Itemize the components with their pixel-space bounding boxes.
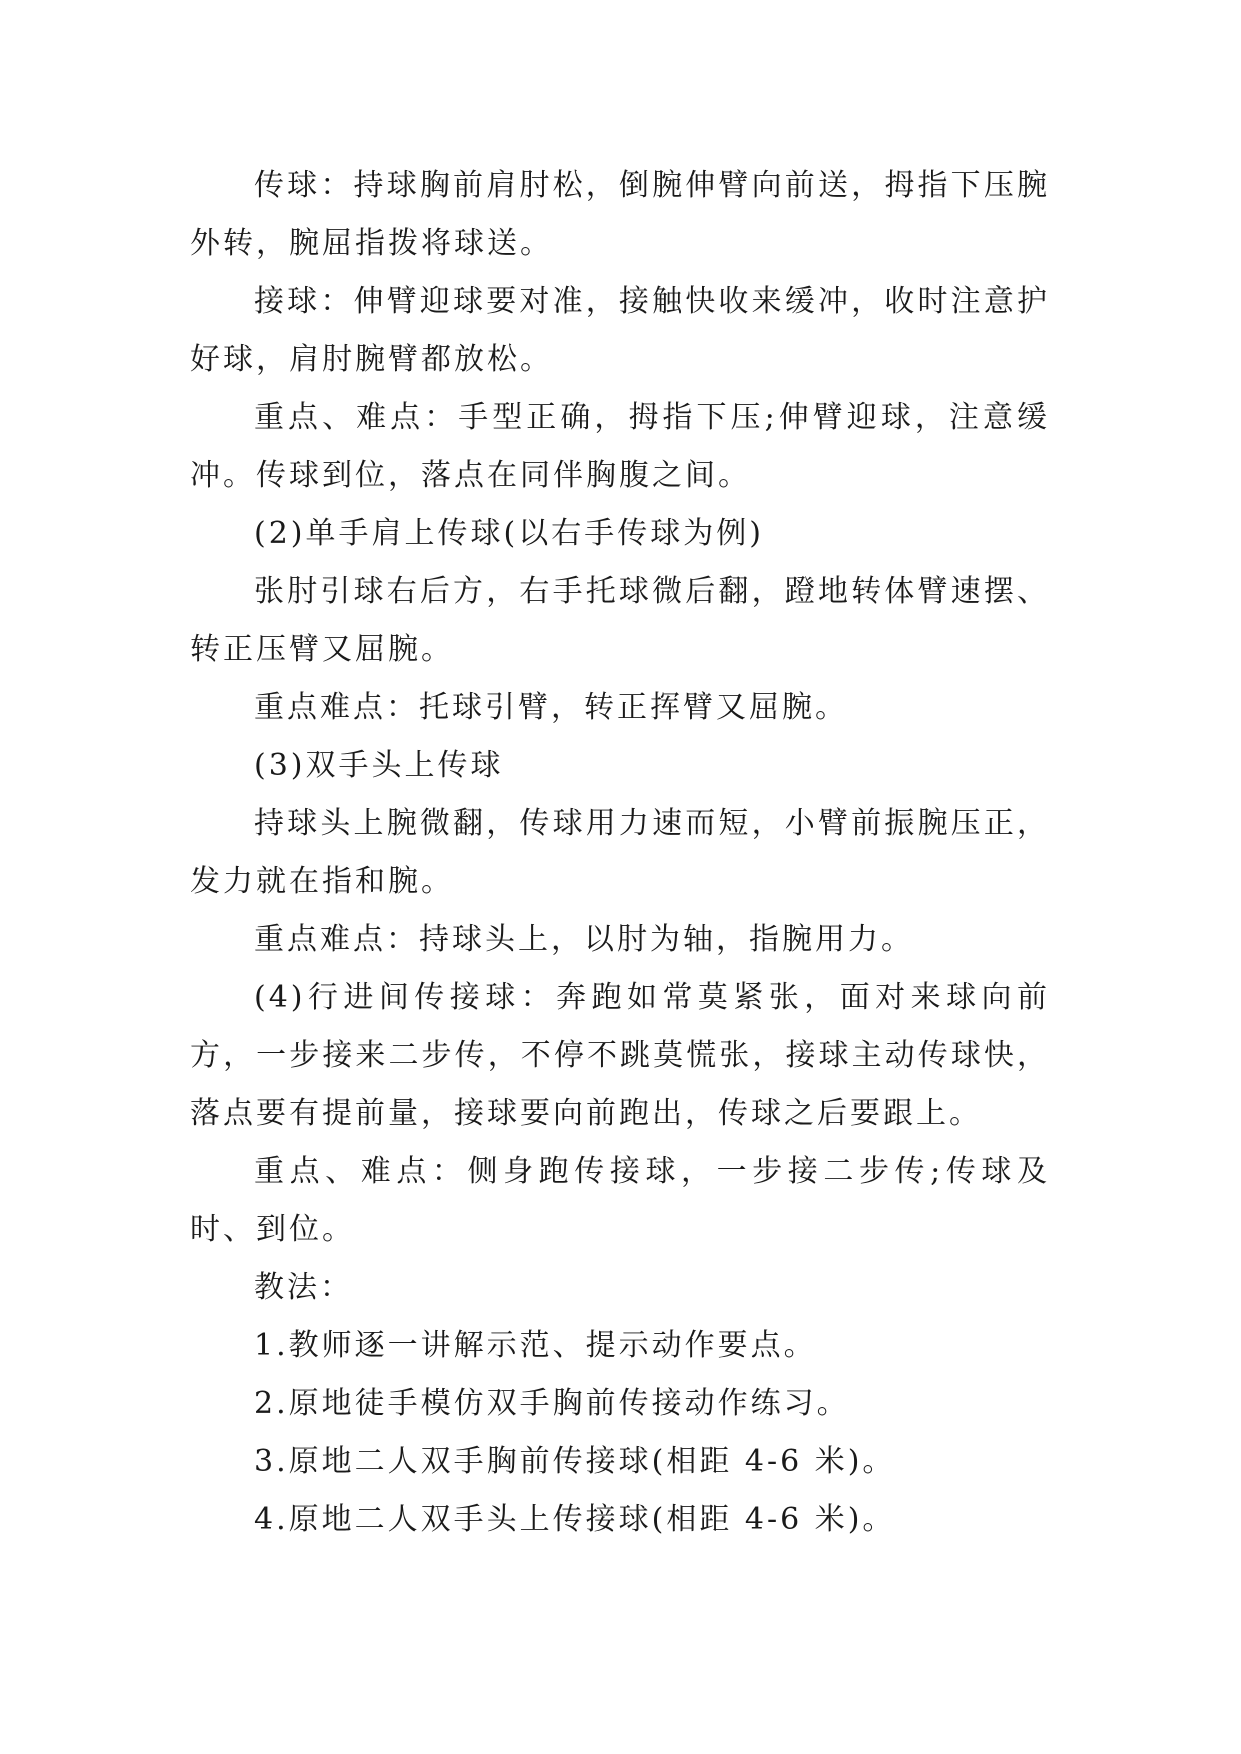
paragraph-overhead-pass: 持球头上腕微翻，传球用力速而短，小臂前振腕压正，发力就在指和腕。: [190, 806, 1050, 899]
paragraph-catching: 接球：伸臂迎球要对准，接触快收来缓冲，收时注意护好球，肩肘腕臂都放松。: [190, 284, 1050, 377]
paragraph-key-points-1: 重点、难点：手型正确，拇指下压;伸臂迎球，注意缓冲。传球到位，落点在同伴胸腹之间。: [190, 400, 1050, 493]
paragraph-key-points-3: 重点难点：持球头上，以肘为轴，指腕用力。: [254, 922, 914, 957]
paragraph-key-points-4: 重点、难点：侧身跑传接球，一步接二步传;传球及时、到位。: [190, 1154, 1050, 1247]
paragraph-one-hand-pass: 张肘引球右后方，右手托球微后翻，蹬地转体臂速摆、转正压臂又屈腕。: [190, 574, 1050, 667]
section-heading-2: (2)单手肩上传球(以右手传球为例): [254, 516, 764, 551]
list-item-2: 2.原地徒手模仿双手胸前传接动作练习。: [254, 1386, 850, 1421]
teaching-method-heading: 教法：: [254, 1270, 353, 1305]
paragraph-chest-pass: 传球：持球胸前肩肘松，倒腕伸臂向前送，拇指下压腕外转，腕屈指拨将球送。: [190, 168, 1050, 261]
section-heading-3: (3)双手头上传球: [254, 748, 504, 783]
list-item-1: 1.教师逐一讲解示范、提示动作要点。: [254, 1328, 817, 1363]
paragraph-key-points-2: 重点难点：托球引臂，转正挥臂又屈腕。: [254, 690, 848, 725]
list-item-4: 4.原地二人双手头上传接球(相距 4-6 米)。: [254, 1502, 896, 1537]
list-item-3: 3.原地二人双手胸前传接球(相距 4-6 米)。: [254, 1444, 896, 1479]
document-body: [190, 157, 1050, 1549]
paragraph-moving-pass: (4)行进间传接球：奔跑如常莫紧张，面对来球向前方，一步接来二步传，不停不跳莫慌张，接球主动传球快，落点要有提前量，接球要向前跑出，传球之后要跟上。: [190, 980, 1050, 1131]
